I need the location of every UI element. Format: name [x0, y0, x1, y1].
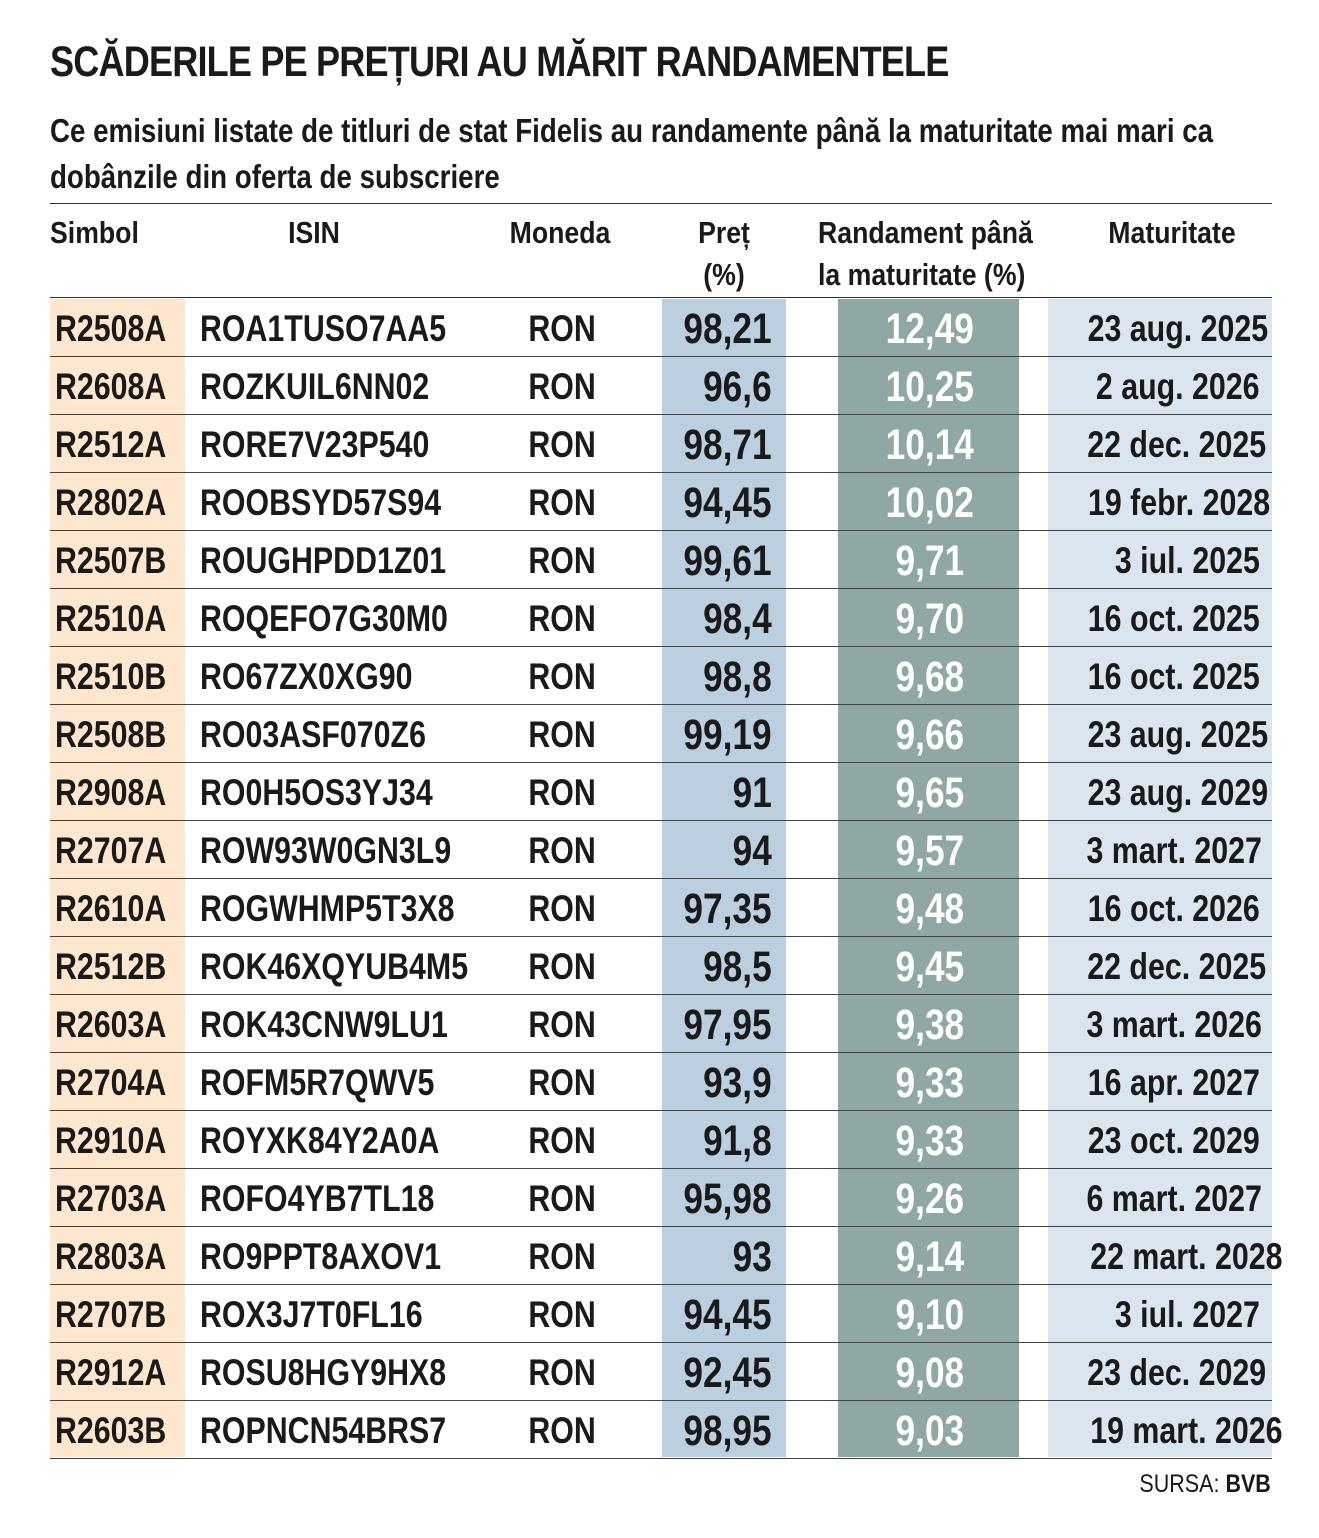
price-cell-text: 93: [732, 1233, 772, 1281]
currency-cell: [510, 589, 615, 645]
price-cell-text: 92,45: [683, 1349, 772, 1397]
table-row: [50, 299, 1272, 357]
maturity-cell-text: 2 aug. 2026: [1096, 366, 1260, 407]
symbol-cell-text: R2512A: [55, 424, 167, 465]
bond-table: [50, 299, 1283, 1459]
maturity-cell-text: 3 mart. 2026: [1086, 1004, 1262, 1045]
yield-cell-text: 9,03: [895, 1407, 965, 1455]
isin-cell: [200, 821, 500, 877]
currency-cell-text: RON: [528, 946, 597, 987]
price-cell-text: 98,4: [703, 595, 772, 643]
isin-cell: [200, 473, 500, 529]
symbol-cell: [50, 995, 185, 1051]
maturity-cell: [1048, 879, 1260, 935]
price-cell: [662, 937, 772, 993]
table-row: [50, 1227, 1283, 1285]
price-cell-text: 95,98: [683, 1175, 772, 1223]
yield-cell: [840, 1227, 1020, 1283]
maturity-cell-text: 23 aug. 2025: [1087, 714, 1269, 755]
yield-cell-text: 9,08: [895, 1349, 965, 1397]
currency-cell-text: RON: [528, 1120, 597, 1161]
table-row: [50, 763, 1272, 821]
maturity-cell: [1048, 357, 1260, 413]
symbol-cell: [50, 1401, 185, 1457]
price-cell: [662, 473, 772, 529]
isin-cell: [200, 1053, 500, 1109]
yield-cell: [840, 357, 1020, 413]
price-cell-text: 94,45: [683, 1291, 772, 1339]
isin-cell-text: ROZKUIL6NN02: [200, 366, 430, 407]
maturity-cell: [1048, 531, 1260, 587]
symbol-cell-text: R2707A: [55, 830, 167, 871]
currency-cell: [510, 1227, 615, 1283]
currency-cell-text: RON: [528, 1236, 597, 1277]
isin-cell-text: RO03ASF070Z6: [200, 714, 426, 755]
header-price-line2: (%): [703, 257, 745, 292]
maturity-cell-text: 16 apr. 2027: [1087, 1062, 1260, 1103]
table-row: [50, 1111, 1272, 1169]
symbol-cell: [50, 589, 185, 645]
maturity-cell: [1048, 1111, 1260, 1167]
currency-cell-text: RON: [528, 1410, 597, 1451]
currency-cell-text: RON: [528, 540, 597, 581]
currency-cell-text: RON: [528, 772, 597, 813]
currency-cell-text: RON: [528, 1294, 597, 1335]
maturity-cell-text: 6 mart. 2027: [1086, 1178, 1262, 1219]
maturity-cell-text: 19 mart. 2026: [1090, 1410, 1283, 1451]
symbol-cell-text: R2510A: [55, 598, 167, 639]
maturity-cell-text: 19 febr. 2028: [1087, 482, 1271, 523]
currency-cell: [510, 647, 615, 703]
price-cell-text: 99,61: [683, 537, 772, 585]
yield-cell: [840, 995, 1020, 1051]
maturity-cell: [1048, 1053, 1260, 1109]
currency-cell-text: RON: [528, 830, 597, 871]
symbol-cell-text: R2908A: [55, 772, 167, 813]
symbol-cell-text: R2603B: [55, 1410, 167, 1451]
isin-cell-text: ROW93W0GN3L9: [200, 830, 452, 871]
currency-cell-text: RON: [528, 424, 597, 465]
table-row: [50, 473, 1272, 531]
price-cell-text: 96,6: [703, 363, 772, 411]
table-row: [50, 647, 1272, 705]
currency-cell: [510, 531, 615, 587]
yield-cell-text: 9,48: [895, 885, 965, 933]
maturity-cell: [1048, 1285, 1260, 1341]
maturity-cell-text: 16 oct. 2026: [1087, 888, 1260, 929]
price-cell: [662, 763, 772, 819]
currency-cell: [510, 1169, 615, 1225]
symbol-cell: [50, 415, 185, 471]
symbol-cell: [50, 1343, 185, 1399]
symbol-cell-text: R2512B: [55, 946, 167, 987]
table-row: [50, 357, 1272, 415]
isin-cell-text: ROUGHPDD1Z01: [200, 540, 447, 581]
maturity-cell: [1048, 473, 1271, 529]
isin-cell-text: ROSU8HGY9HX8: [200, 1352, 447, 1393]
currency-cell-text: RON: [528, 366, 597, 407]
currency-cell: [510, 879, 615, 935]
price-cell-text: 98,21: [683, 305, 772, 353]
price-cell-text: 98,95: [683, 1407, 772, 1455]
maturity-cell-text: 16 oct. 2025: [1087, 656, 1260, 697]
currency-cell: [510, 995, 615, 1051]
currency-cell-text: RON: [528, 1178, 597, 1219]
currency-cell-text: RON: [528, 1062, 597, 1103]
yield-cell-text: 10,25: [885, 363, 975, 411]
currency-cell-text: RON: [528, 714, 597, 755]
symbol-cell: [50, 647, 185, 703]
currency-cell: [510, 763, 615, 819]
yield-cell: [840, 647, 1020, 703]
symbol-cell: [50, 357, 185, 413]
symbol-cell: [50, 1285, 185, 1341]
currency-cell: [510, 705, 615, 761]
maturity-cell-text: 23 dec. 2029: [1087, 1352, 1267, 1393]
maturity-cell: [1048, 647, 1260, 703]
isin-cell: [200, 763, 500, 819]
yield-cell: [840, 1285, 1020, 1341]
symbol-cell-text: R2603A: [55, 1004, 167, 1045]
yield-cell: [840, 589, 1020, 645]
isin-cell: [200, 1169, 500, 1225]
symbol-cell-text: R2610A: [55, 888, 167, 929]
isin-cell: [200, 1111, 500, 1167]
yield-cell: [840, 473, 1020, 529]
price-cell: [662, 1285, 772, 1341]
header-price-line1: Preț: [698, 215, 750, 250]
table-row: [50, 1169, 1272, 1227]
yield-cell-text: 9,71: [895, 537, 965, 585]
yield-cell: [840, 821, 1020, 877]
isin-cell: [200, 995, 500, 1051]
symbol-cell-text: R2508B: [55, 714, 167, 755]
price-cell-text: 99,19: [683, 711, 772, 759]
currency-cell-text: RON: [528, 656, 597, 697]
isin-cell-text: ROYXK84Y2A0A: [200, 1120, 440, 1161]
maturity-cell: [1048, 995, 1260, 1051]
table-row: [50, 879, 1272, 937]
isin-cell-text: ROOBSYD57S94: [200, 482, 442, 523]
symbol-cell: [50, 937, 185, 993]
table-row: [50, 1053, 1272, 1111]
symbol-cell: [50, 763, 185, 819]
maturity-cell: [1048, 589, 1260, 645]
table-row: [50, 937, 1272, 995]
yield-cell: [840, 1111, 1020, 1167]
symbol-cell-text: R2802A: [55, 482, 167, 523]
currency-cell-text: RON: [528, 1352, 597, 1393]
header-yield: [818, 212, 1033, 296]
symbol-cell: [50, 299, 185, 355]
maturity-cell: [1048, 415, 1267, 471]
currency-cell-text: RON: [528, 482, 597, 523]
currency-cell-text: RON: [528, 308, 597, 349]
maturity-cell-text: 22 dec. 2025: [1087, 946, 1267, 987]
price-cell: [662, 1169, 772, 1225]
symbol-cell: [50, 1227, 185, 1283]
isin-cell: [200, 357, 500, 413]
yield-cell-text: 9,68: [895, 653, 965, 701]
table-row: [50, 415, 1272, 473]
isin-cell: [200, 1285, 500, 1341]
price-cell: [662, 1343, 772, 1399]
maturity-cell-text: 3 iul. 2025: [1114, 540, 1260, 581]
maturity-cell-text: 22 dec. 2025: [1087, 424, 1267, 465]
chart-title: SCĂDERILE PE PREȚURI AU MĂRIT RANDAMENTELE: [50, 38, 949, 86]
maturity-cell: [1048, 1401, 1283, 1457]
isin-cell-text: ROK46XQYUB4M5: [200, 946, 469, 987]
currency-cell: [510, 357, 615, 413]
price-cell: [662, 705, 772, 761]
symbol-cell: [50, 821, 185, 877]
chart-subtitle: Ce emisiuni listate de titluri de stat Fidelis au randamente până la maturitate mai mari ca dobânzile din oferta de subscriere: [50, 112, 1214, 195]
price-cell-text: 93,9: [703, 1059, 772, 1107]
isin-cell: [200, 705, 500, 761]
yield-cell: [840, 1169, 1020, 1225]
symbol-cell-text: R2608A: [55, 366, 167, 407]
yield-cell-text: 10,14: [885, 421, 975, 469]
symbol-cell: [50, 531, 185, 587]
price-cell: [662, 1053, 772, 1109]
isin-cell-text: ROK43CNW9LU1: [200, 1004, 448, 1045]
isin-cell: [200, 1227, 500, 1283]
price-cell-text: 97,35: [683, 885, 772, 933]
header-yield-line2: la maturitate (%): [818, 257, 1026, 292]
symbol-cell-text: R2910A: [55, 1120, 167, 1161]
yield-cell: [840, 1343, 1020, 1399]
price-cell: [662, 415, 772, 471]
isin-cell: [200, 1401, 500, 1457]
yield-cell-text: 9,26: [895, 1175, 965, 1223]
source-value: BVB: [1225, 1470, 1271, 1498]
header-yield-line1: Randament până: [818, 215, 1033, 250]
isin-cell-text: RO67ZX0XG90: [200, 656, 413, 697]
symbol-cell: [50, 879, 185, 935]
table-row: [50, 531, 1272, 589]
symbol-cell-text: R2510B: [55, 656, 167, 697]
yield-cell-text: 9,38: [895, 1001, 965, 1049]
source-label: SURSA:: [1139, 1470, 1220, 1498]
isin-cell-text: ROGWHMP5T3X8: [200, 888, 455, 929]
yield-cell-text: 9,33: [895, 1059, 965, 1107]
maturity-cell: [1048, 1169, 1260, 1225]
isin-cell-text: RO0H5OS3YJ34: [200, 772, 433, 813]
maturity-cell-text: 23 aug. 2025: [1087, 308, 1269, 349]
symbol-cell-text: R2703A: [55, 1178, 167, 1219]
yield-cell-text: 9,65: [895, 769, 965, 817]
header-isin: ISIN: [288, 215, 340, 250]
yield-cell: [840, 531, 1020, 587]
currency-cell: [510, 821, 615, 877]
header-symbol: Simbol: [50, 215, 139, 250]
table-row: [50, 821, 1272, 879]
yield-cell: [840, 1053, 1020, 1109]
yield-cell-text: 9,33: [895, 1117, 965, 1165]
isin-cell-text: RORE7V23P540: [200, 424, 430, 465]
yield-cell: [840, 705, 1020, 761]
yield-cell: [840, 299, 1020, 355]
yield-cell-text: 9,10: [895, 1291, 965, 1339]
isin-cell-text: ROPNCN54BRS7: [200, 1410, 447, 1451]
isin-cell-text: ROFO4YB7TL18: [200, 1178, 435, 1219]
maturity-cell-text: 16 oct. 2025: [1087, 598, 1260, 639]
isin-cell-text: ROX3J7T0FL16: [200, 1294, 423, 1335]
isin-cell-text: RO9PPT8AXOV1: [200, 1236, 442, 1277]
yield-cell: [840, 937, 1020, 993]
top-rule: [50, 203, 1272, 204]
table-row: [50, 1401, 1283, 1459]
table-row: [50, 1343, 1272, 1401]
currency-cell: [510, 473, 615, 529]
yield-cell-text: 9,45: [895, 943, 965, 991]
price-cell: [662, 1111, 772, 1167]
maturity-cell: [1048, 705, 1269, 761]
currency-cell: [510, 1401, 615, 1457]
source-note: [1140, 1470, 1271, 1499]
yield-cell-text: 9,66: [895, 711, 965, 759]
yield-cell: [840, 763, 1020, 819]
price-cell-text: 94,45: [683, 479, 772, 527]
symbol-cell-text: R2507B: [55, 540, 167, 581]
yield-cell: [840, 415, 1020, 471]
yield-cell-text: 9,57: [895, 827, 965, 875]
currency-cell-text: RON: [528, 888, 597, 929]
isin-cell: [200, 589, 500, 645]
price-cell: [662, 299, 772, 355]
header-price: [671, 212, 778, 296]
isin-cell: [200, 937, 500, 993]
isin-cell: [200, 647, 500, 703]
maturity-cell: [1048, 821, 1260, 877]
yield-cell-text: 12,49: [885, 305, 975, 353]
isin-cell: [200, 299, 500, 355]
header-maturity: Maturitate: [1108, 215, 1236, 250]
yield-cell-text: 9,14: [895, 1233, 965, 1281]
symbol-cell: [50, 1169, 185, 1225]
price-cell-text: 91: [732, 769, 772, 817]
price-cell-text: 97,95: [683, 1001, 772, 1049]
maturity-cell-text: 22 mart. 2028: [1090, 1236, 1283, 1277]
symbol-cell-text: R2707B: [55, 1294, 167, 1335]
symbol-cell: [50, 1053, 185, 1109]
isin-cell: [200, 415, 500, 471]
price-cell-text: 94: [732, 827, 772, 875]
maturity-cell-text: 23 oct. 2029: [1087, 1120, 1260, 1161]
table-row: [50, 1285, 1272, 1343]
price-cell: [662, 821, 772, 877]
yield-cell: [840, 1401, 1020, 1457]
price-cell-text: 98,5: [703, 943, 772, 991]
isin-cell-text: ROFM5R7QWV5: [200, 1062, 435, 1103]
price-cell-text: 98,71: [683, 421, 772, 469]
currency-cell-text: RON: [528, 1004, 597, 1045]
price-cell-text: 98,8: [703, 653, 772, 701]
maturity-cell-text: 3 mart. 2027: [1086, 830, 1262, 871]
isin-cell: [200, 879, 500, 935]
maturity-cell: [1048, 1227, 1283, 1283]
maturity-cell-text: 3 iul. 2027: [1114, 1294, 1260, 1335]
header-currency: Moneda: [509, 215, 611, 250]
currency-cell: [510, 1111, 615, 1167]
table-row: [50, 705, 1272, 763]
price-cell: [662, 1401, 772, 1457]
maturity-cell-text: 23 aug. 2029: [1087, 772, 1269, 813]
currency-cell: [510, 1343, 615, 1399]
currency-cell: [510, 937, 615, 993]
symbol-cell-text: R2912A: [55, 1352, 167, 1393]
table-row: [50, 589, 1272, 647]
currency-cell: [510, 1053, 615, 1109]
symbol-cell-text: R2508A: [55, 308, 167, 349]
price-cell: [662, 531, 772, 587]
price-cell: [662, 647, 772, 703]
maturity-cell: [1048, 763, 1269, 819]
maturity-cell: [1048, 937, 1267, 993]
isin-cell-text: ROA1TUSO7AA5: [200, 308, 447, 349]
symbol-cell-text: R2704A: [55, 1062, 167, 1103]
currency-cell-text: RON: [528, 598, 597, 639]
yield-cell-text: 9,70: [895, 595, 965, 643]
price-cell: [662, 1227, 772, 1283]
symbol-cell-text: R2803A: [55, 1236, 167, 1277]
price-cell: [662, 357, 772, 413]
isin-cell: [200, 531, 500, 587]
symbol-cell: [50, 1111, 185, 1167]
currency-cell: [510, 299, 615, 355]
isin-cell-text: ROQEFO7G30M0: [200, 598, 448, 639]
price-cell: [662, 589, 772, 645]
price-cell: [662, 995, 772, 1051]
symbol-cell: [50, 705, 185, 761]
maturity-cell: [1048, 299, 1269, 355]
header-rule: [50, 297, 1272, 298]
price-cell-text: 91,8: [703, 1117, 772, 1165]
yield-cell: [840, 879, 1020, 935]
price-cell: [662, 879, 772, 935]
currency-cell: [510, 1285, 615, 1341]
table-row: [50, 995, 1272, 1053]
yield-cell-text: 10,02: [885, 479, 975, 527]
maturity-cell: [1048, 1343, 1267, 1399]
symbol-cell: [50, 473, 185, 529]
currency-cell: [510, 415, 615, 471]
isin-cell: [200, 1343, 500, 1399]
